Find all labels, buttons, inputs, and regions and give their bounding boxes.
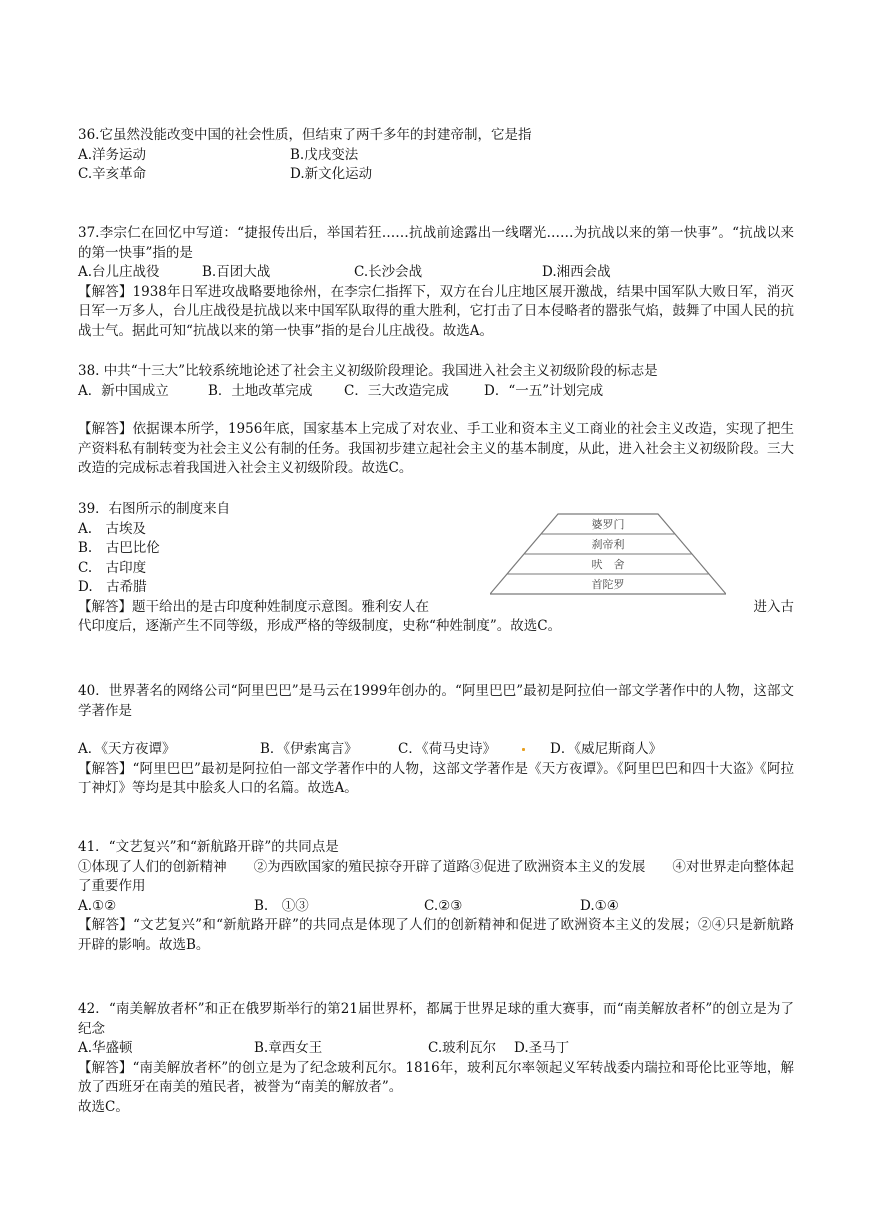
option-d: D.湘西会战 [542, 264, 611, 280]
caste-label-shudra: 首陀罗 [591, 578, 625, 591]
question-36 [78, 126, 794, 185]
caste-pyramid-diagram [490, 512, 726, 596]
question-42-answer-end: 故选C。 [78, 1098, 129, 1115]
question-39-answer-line2: 代印度后，逐渐产生不同等级，形成严格的等级制度，史称“种姓制度”。故选C。 [78, 618, 562, 634]
option-a: A.①② [78, 897, 117, 914]
caste-label-brahmin: 婆罗门 [591, 518, 625, 531]
question-40-stem: 40．世界著名的网络公司“阿里巴巴”是马云在1999年创办的。“阿里巴巴”最初是阿拉伯一部文学著作中的人物，这部文学著作是 [78, 683, 794, 719]
question-37-stem: 37.李宗仁在回忆中写道：“捷报传出后，举国若狂……抗战前途露出一线曙光……为抗战以来的第一快事”。“抗战以来的第一快事”指的是 [78, 225, 794, 261]
option-b: B.章西女王 [254, 1040, 323, 1056]
question-36-options [78, 146, 794, 166]
question-39-stem: 39．右图所示的制度来自 [78, 501, 231, 517]
question-42-answer: 【解答】“南美解放者杯”的创立是为了纪念玻利瓦尔。1816年，玻利瓦尔率领起义军转战委内瑞拉和哥伦比亚等地，解放了西班牙在南美的殖民者，被誉为“南美的解放者”。 [78, 1059, 794, 1095]
question-39-answer-start: 【解答】题干给出的是古印度种姓制度示意图。雅利安人在 [78, 598, 429, 615]
option-d: D．《威尼斯商人》 [550, 741, 663, 757]
question-36-options-2 [78, 165, 794, 185]
question-38-options [78, 382, 794, 402]
question-40-answer: 【解答】“阿里巴巴”最初是阿拉伯一部文学著作中的人物，这部文学著作是《天方夜谭》。《阿里巴巴和四十大盗》《阿拉丁神灯》等均是其中脍炙人口的名篇。故选A。 [78, 760, 794, 796]
question-40 [78, 682, 794, 799]
decorative-mark [522, 740, 550, 760]
caste-label-vaishya: 吠 舍 [591, 558, 625, 571]
question-41-stem: 41．“文艺复兴”和“新航路开辟”的共同点是 [78, 839, 339, 855]
question-38-answer: 【解答】依据课本所学，1956年底，国家基本上完成了对农业、手工业和资本主义工商业的社会主义改造，实现了把生产资料私有制转变为社会主义公有制的任务。我国初步建立起社会主义的基本制度，从此，进入社会主义初级阶段。三大改造的完成标志着我国进入社会主义初级阶段。故选C。 [78, 421, 794, 476]
option-c: C．三大改造完成 [344, 382, 449, 399]
question-36-stem: 36.它虽然没能改变中国的社会性质，但结束了两千多年的封建帝制，它是指 [78, 127, 532, 143]
option-a: A.洋务运动 [78, 146, 147, 163]
question-42 [78, 1000, 794, 1117]
option-c: C.玻利瓦尔 [428, 1040, 497, 1056]
option-d: D.新文化运动 [290, 166, 373, 182]
option-a: A．《天方夜谭》 [78, 741, 176, 757]
question-41-items: ①体现了人们的创新精神 ②为西欧国家的殖民掠夺开辟了道路③促进了欧洲资本主义的发展 ④对世界走向整体起了重要作用 [78, 858, 794, 894]
question-40-options [78, 740, 794, 760]
caste-label-kshatriya: 刹帝利 [591, 538, 625, 551]
question-37 [78, 224, 794, 341]
option-c: C.长沙会战 [354, 264, 423, 280]
option-b: B.戊戌变法 [290, 146, 359, 163]
option-d: D. 古希腊 [78, 579, 147, 595]
question-42-stem: 42．“南美解放者杯”和正在俄罗斯举行的第21届世界杯，都属于世界足球的重大赛事，而“南美解放者杯”的创立是为了纪念 [78, 1001, 794, 1037]
option-c: C.辛亥革命 [78, 166, 147, 182]
option-d: D.圣马丁 [514, 1040, 570, 1056]
option-c: C.②③ [424, 897, 463, 914]
option-c: C. 古印度 [78, 559, 147, 576]
option-a: A．新中国成立 [78, 382, 169, 399]
option-a: A. 古埃及 [78, 520, 147, 537]
option-c: C．《荷马史诗》 [398, 741, 497, 757]
question-39-answer-mid: 进入古 [753, 598, 794, 615]
question-37-options [78, 263, 794, 283]
question-39-answer-line1 [78, 598, 794, 618]
option-a: A.华盛顿 [78, 1040, 133, 1056]
option-d: D.①④ [580, 897, 619, 914]
question-41 [78, 838, 794, 955]
option-b: B．土地改革完成 [208, 382, 313, 399]
option-b: B．《伊索寓言》 [260, 741, 358, 757]
option-b: B. ①③ [254, 897, 309, 914]
question-42-options [78, 1039, 794, 1059]
question-38-stem: 38. 中共“十三大”比较系统地论述了社会主义初级阶段理论。我国进入社会主义初级阶段的标志是 [78, 363, 658, 379]
option-b: B. 古巴比伦 [78, 540, 160, 556]
question-37-answer: 【解答】1938年日军进攻战略要地徐州，在李宗仁指挥下，双方在台儿庄地区展开激战，结果中国军队大败日军，消灭日军一万多人，台儿庄战役是抗战以来中国军队取得的重大胜利，它打击了日本侵略者的嚣张气焰，鼓舞了中国人民的抗战士气。据此可知“抗战以来的第一快事”指的是台儿庄战役。故选A。 [78, 283, 794, 339]
option-a: A.台儿庄战役 [78, 264, 160, 280]
question-41-answer: 【解答】“文艺复兴”和“新航路开辟”的共同点是体现了人们的创新精神和促进了欧洲资本主义的发展；②④只是新航路开辟的影响。故选B。 [78, 917, 794, 953]
question-41-options [78, 897, 794, 917]
question-38 [78, 362, 794, 479]
option-d: D．“一五”计划完成 [484, 382, 604, 399]
option-b: B.百团大战 [202, 264, 271, 280]
